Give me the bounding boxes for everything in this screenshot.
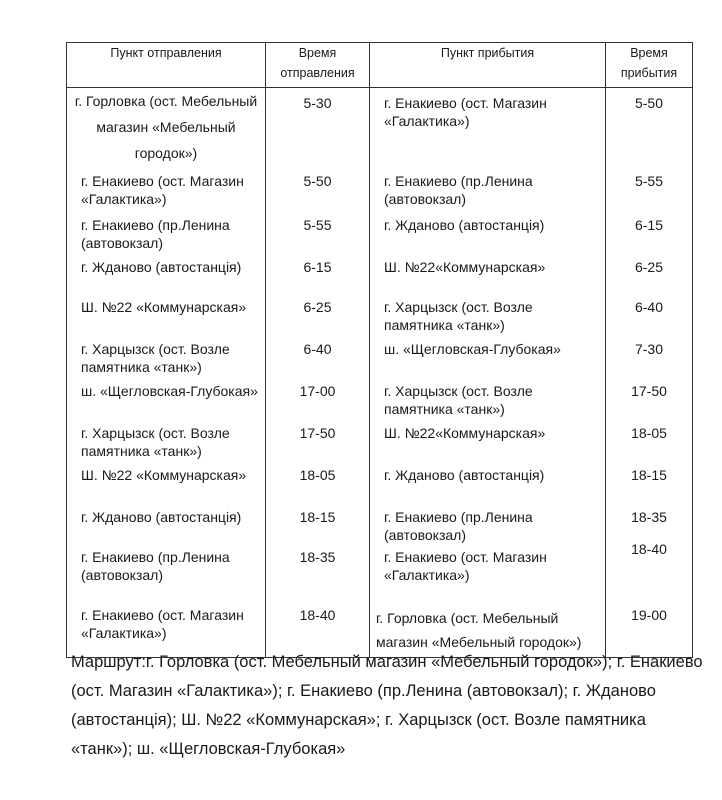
header-arrival-time [606,43,693,88]
departure-point-cell [67,466,266,508]
table-row [67,508,693,548]
departure-time-text: 5-55 [303,216,332,233]
departure-point-cell [67,258,266,298]
departure-point-cell [67,340,266,382]
arrival-time-text: 6-25 [634,258,664,275]
arrival-point-cell [370,548,606,606]
arrival-point-text: г. Жданово (автостанція) [384,466,545,483]
departure-time-text: 5-50 [303,172,332,189]
table-row [67,340,693,382]
schedule-table [66,42,693,658]
table-row [67,382,693,424]
arrival-point-text: г. Енакиево (ост. Магазин «Галактика») [384,95,547,129]
arrival-point-cell [370,258,606,298]
arrival-time-text: 18-05 [631,424,667,441]
departure-point-text: г. Харцызск (ост. Возле памятника «танк») [81,424,230,459]
arrival-time-text: 18-40 [631,540,667,557]
departure-time-cell [266,466,370,508]
departure-time-cell [266,88,370,172]
departure-time-cell [266,258,370,298]
departure-time-cell [266,172,370,216]
departure-time-cell [266,508,370,548]
route-description: Маршрут:г. Горловка (ост. Мебельный магазин «Мебельный городок»); г. Енакиево (ост. Магазин «Галактика»); г. Енакиево (пр.Ленина (автовокзал); г. Жданово (автостанція); Ш. №22 «Коммунарская»; г. Харцызск (ост. Возле памятника «танк»); ш. «Щегловская-Глубокая» [71,653,703,758]
arrival-point-cell [370,382,606,424]
arrival-point-text: г. Енакиево (ост. Магазин «Галактика») [384,548,547,583]
table-row [67,216,693,258]
departure-time-cell [266,340,370,382]
departure-time-text: 18-35 [299,548,336,565]
arrival-point-text: ш. «Щегловская-Глубокая» [384,340,561,357]
departure-point-cell [67,88,266,172]
arrival-point-text: г. Енакиево (пр.Ленина (автовокзал) [384,508,533,543]
arrival-time-cell [606,340,693,382]
departure-time-text: 6-25 [303,298,332,315]
arrival-time-text: 7-30 [634,340,664,357]
header-departure-time [266,43,370,88]
arrival-point-text: г. Жданово (автостанція) [384,216,545,233]
arrival-point-cell [370,216,606,258]
table-row [67,466,693,508]
table-row [67,298,693,340]
arrival-point-text: г. Енакиево (пр.Ленина (автовокзал) [384,172,533,207]
departure-time-cell [266,548,370,606]
departure-time-text: 18-05 [299,466,336,483]
arrival-time-text: 18-15 [631,466,667,483]
header-arrival-time-line2: прибытия [620,66,678,80]
header-arrival-point [370,43,606,88]
arrival-time-text: 18-35 [631,508,667,525]
arrival-time-cell [606,258,693,298]
departure-time-text: 5-30 [303,95,332,111]
arrival-point-cell [370,340,606,382]
arrival-time-text: 17-50 [631,382,667,399]
table-row [67,548,693,606]
arrival-point-cell [370,424,606,466]
departure-time-text: 18-15 [299,508,336,525]
departure-point-text: г. Енакиево (пр.Ленина (автовокзал) [81,548,230,583]
arrival-point-text: г. Харцызск (ост. Возле памятника «танк») [384,298,533,333]
arrival-time-cell [606,216,693,258]
arrival-point-cell [370,466,606,508]
table-row [67,424,693,466]
arrival-point-cell [370,298,606,340]
departure-time-text: 6-15 [303,258,332,275]
departure-point-text: Ш. №22 «Коммунарская» [81,466,247,483]
departure-point-cell [67,508,266,548]
arrival-time-cell [606,540,693,606]
header-departure-time-line1: Время [298,46,337,60]
arrival-point-cell [370,88,606,172]
header-arrival-time-line1: Время [630,46,668,60]
departure-point-cell [67,548,266,606]
arrival-time-text: 6-15 [634,216,664,233]
departure-point-text: г. Жданово (автостанція) [81,508,242,525]
departure-point-cell [67,298,266,340]
arrival-time-cell [606,382,693,424]
departure-point-text: г. Енакиево (пр.Ленина (автовокзал) [81,216,230,251]
header-departure-point-label: Пункт отправления [110,46,222,60]
arrival-time-cell [606,466,693,508]
departure-time-cell [266,424,370,466]
departure-point-cell [67,172,266,216]
arrival-time-text: 19-00 [631,606,667,623]
departure-time-cell [266,216,370,258]
arrival-point-text: Ш. №22«Коммунарская» [384,424,546,441]
arrival-time-text: 5-55 [634,172,664,189]
departure-time-cell [266,382,370,424]
arrival-time-text: 6-40 [634,298,664,315]
departure-point-text: г. Горловка (ост. Мебельный магазин «Мебельный городок») [74,93,258,161]
header-departure-point [67,43,266,88]
departure-point-text: ш. «Щегловская-Глубокая» [81,382,258,399]
arrival-time-cell [606,172,693,216]
departure-point-text: г. Енакиево (ост. Магазин «Галактика») [81,172,244,207]
departure-point-text: Ш. №22 «Коммунарская» [81,298,247,315]
departure-time-text: 6-40 [303,340,332,357]
arrival-time-cell [606,298,693,340]
departure-point-cell [67,382,266,424]
arrival-time-text: 5-50 [634,95,664,111]
arrival-point-text: г. Харцызск (ост. Возле памятника «танк») [384,382,533,417]
arrival-time-cell [606,88,693,172]
arrival-time-cell [606,424,693,466]
departure-time-text: 18-40 [299,606,336,623]
departure-point-text: г. Енакиево (ост. Магазин «Галактика») [81,606,244,641]
arrival-point-cell [370,172,606,216]
arrival-point-text: г. Горловка (ост. Мебельный магазин «Мебельный городок») [376,609,582,650]
departure-time-text: 17-50 [299,424,336,441]
departure-point-cell [67,216,266,258]
departure-time-cell [266,298,370,340]
table-row [67,172,693,216]
departure-point-cell [67,424,266,466]
header-departure-time-line2: отправления [280,66,355,80]
arrival-point-text: Ш. №22«Коммунарская» [384,258,546,275]
table-row [67,258,693,298]
table-row [67,88,693,172]
table-header-row [67,43,693,88]
header-arrival-point-label: Пункт прибытия [440,46,535,60]
departure-point-text: г. Харцызск (ост. Возле памятника «танк») [81,340,230,375]
arrival-point-cell [370,508,606,548]
departure-point-text: г. Жданово (автостанція) [81,258,242,275]
departure-time-text: 17-00 [299,382,336,399]
